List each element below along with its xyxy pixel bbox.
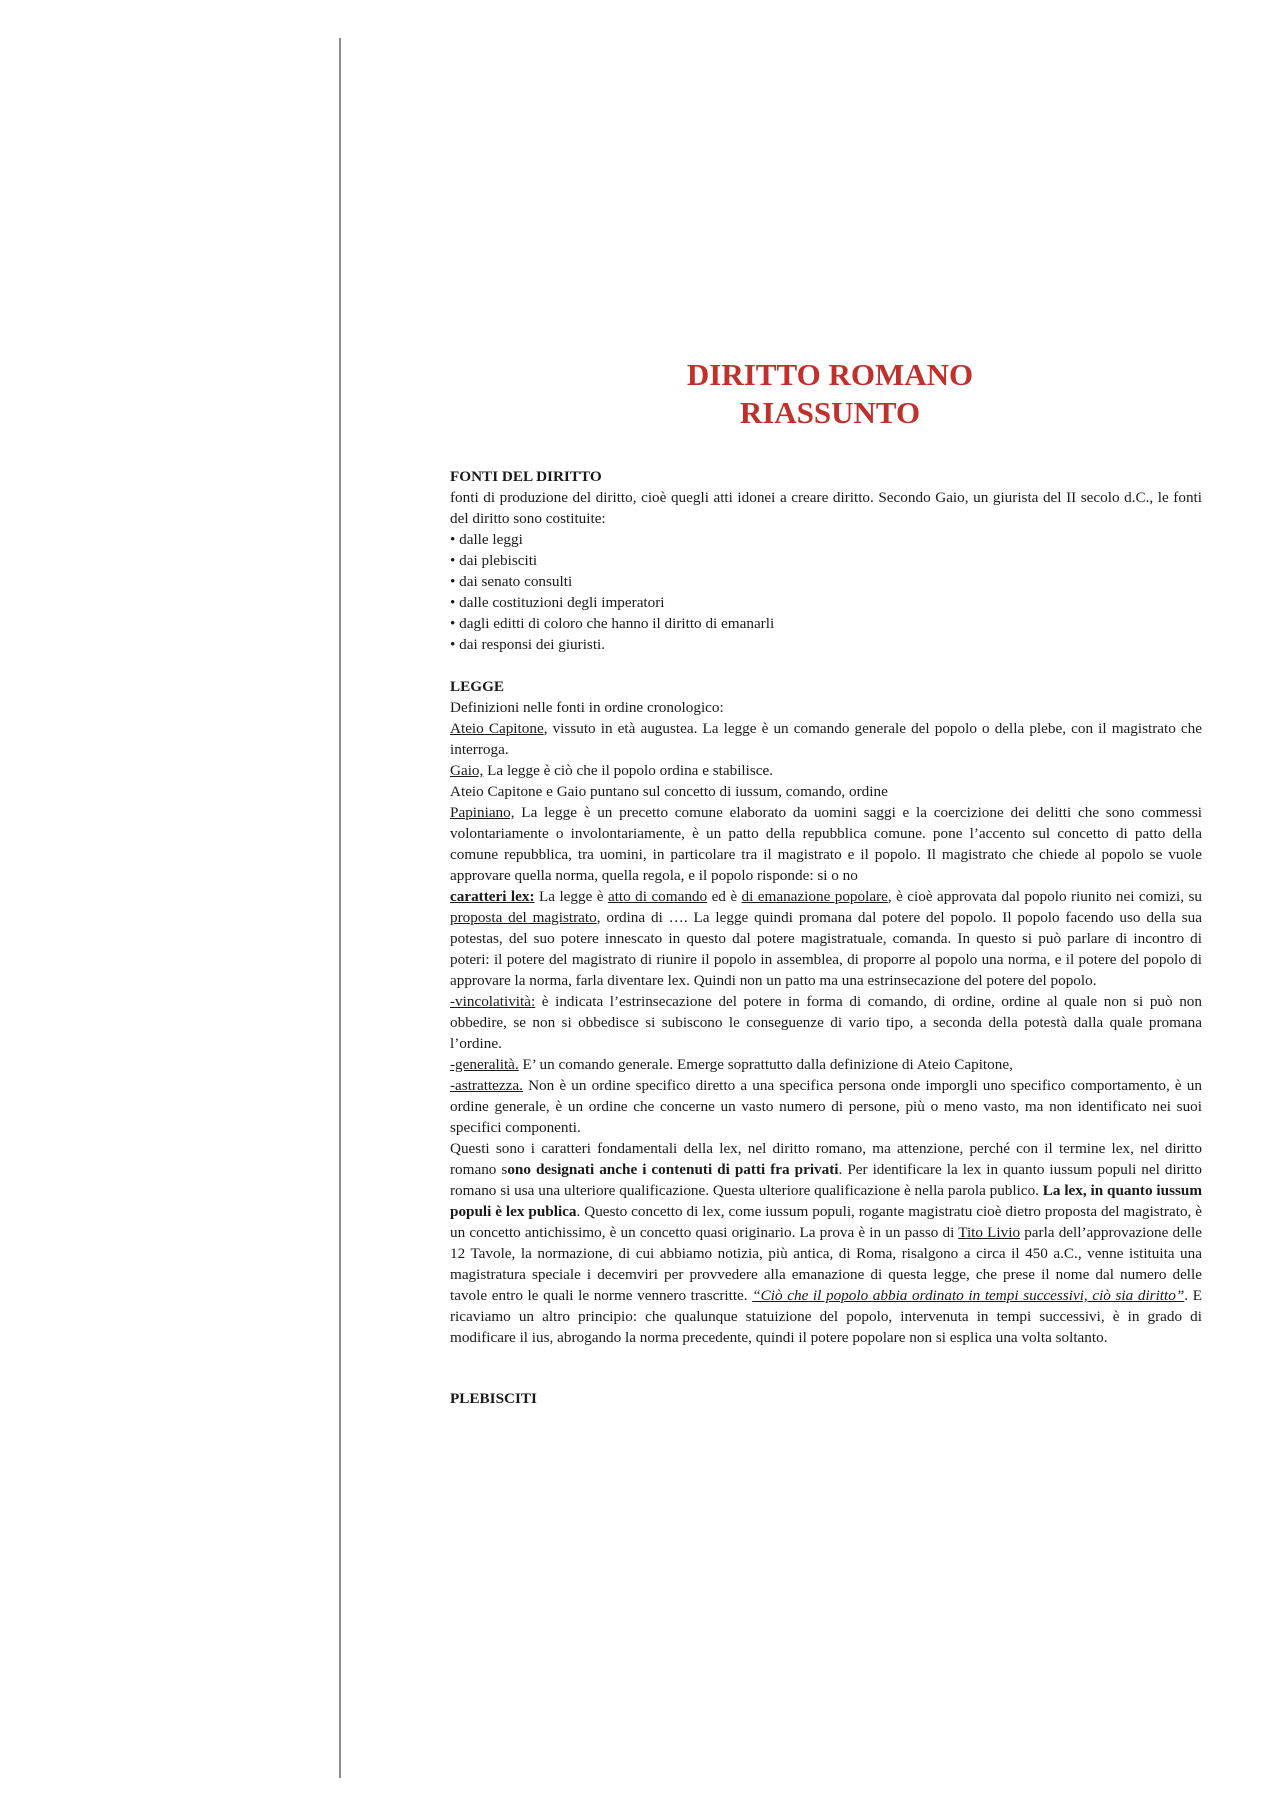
list-item: • dalle leggi [450,529,1202,550]
paragraph-astrattezza [450,1075,1202,1138]
generalita-text: E’ un comando generale. Emerge soprattutto dalla definizione di Ateio Capitone, [518,1056,1013,1073]
papiniano-text: La legge è un precetto comune elaborato da uomini saggi e la coercizione dei delitti che sono commessi volontariamente o involontariamente, è un patto della repubblica comune. pone l’accento sul concetto di patto della comune repubblica, tra uomini, in particolare tra il magistrato e il popolo. Il magistrato che chiede al popolo se vuole approvare quella norma, quella regola, e il popolo risponde: si o no [450,804,1202,884]
emanazione-popolare: di emanazione popolare [741,888,888,905]
vincolativita-text: è indicata l’estrinsecazione del potere in forma di comando, di ordine, ordine al quale non si può non obbedire, se non si obbedisce si subiscono le conseguenze di vario tipo, a seconda della potestà dalla quale promana l’ordine. [450,993,1202,1052]
heading-fonti: FONTI DEL DIRITTO [450,468,602,485]
page-title [630,356,1030,432]
author-gaio: Gaio, [450,762,484,779]
astrattezza-text: Non è un ordine specifico diretto a una specifica persona onde imporgli uno specifico comportamento, è un ordine generale, è un ordine che concerne un vasto numero di persone, più o meno vasto, ma non identificato nei suoi specifici componenti. [450,1077,1202,1136]
author-papiniano: Papiniano, [450,804,515,821]
list-item: • dalle costituzioni degli imperatori [450,592,1202,613]
gaio-text: La legge è ciò che il popolo ordina e stabilisce. [483,762,774,779]
proposta-magistrato: proposta del magistrato [450,909,597,926]
conclusione-text-3: . Questo concetto di lex, come iussum populi, rogante magistratu cioè dietro proposta del magistrato, è un concetto antichissimo, è un concetto quasi originario. La prova è in un passo di [450,1203,1202,1241]
paragraph-ateio [450,718,1202,760]
paragraph-generalita [450,1054,1202,1075]
paragraph-caratteri [450,886,1202,991]
bold-lex-publica: La lex, in quanto iussum populi è lex publica [450,1182,1202,1220]
caratteri-label: caratteri lex: [450,888,535,905]
list-item: • dai responsi dei giuristi. [450,634,1202,655]
astrattezza-label: -astrattezza. [450,1077,523,1094]
spacer [450,1348,1202,1388]
list-item: • dai senato consulti [450,571,1202,592]
paragraph-papiniano [450,802,1202,886]
fonti-list [450,529,1202,655]
caratteri-text-1: La legge è [534,888,608,905]
title-line-2: RIASSUNTO [739,395,921,430]
heading-legge: LEGGE [450,678,505,695]
conclusione-text-2: . Per identificare la lex in quanto iussum populi nel diritto romano si usa una ulteriore qualificazione. Questa ulteriore qualificazione è nella parola publico. [450,1161,1202,1199]
list-item: • dagli editti di coloro che hanno il diritto di emanarli [450,613,1202,634]
conclusione-text-1: Questi sono i caratteri fondamentali della lex, nel diritto romano, ma attenzione, perché con il termine lex, nel diritto romano s [450,1140,1202,1178]
ateio-text: , vissuto in età augustea. La legge è un comando generale del popolo o della plebe, con il magistrato che interroga. [450,720,1202,758]
paragraph-puntano: Ateio Capitone e Gaio puntano sul concetto di iussum, comando, ordine [450,783,888,800]
caratteri-text-4: , ordina di …. La legge quindi promana dal potere del popolo. Il popolo facendo uso della sua potestas, del suo potere innescato in questo dal potere magistratuale, comanda. In questo si può parlare di incontro di poteri: il potere del magistrato di riunire il popolo in assemblea, di proporre al popolo una norma, e il potere del popolo di approvare la norma, farla diventare lex. Quindi non un patto ma una estrinsecazione del potere del popolo. [450,909,1202,989]
paragraph-vincolativita [450,991,1202,1054]
caratteri-text-2: ed è [707,888,742,905]
fonti-intro: fonti di produzione del diritto, cioè quegli atti idonei a creare diritto. Secondo Gaio, un giurista del II secolo d.C., le fonti del diritto sono costituite: [450,489,1202,527]
atto-di-comando: atto di comando [607,888,708,905]
conclusione-text-4: parla dell’approvazione delle 12 Tavole, la normazione, di cui abbiamo notizia, più antica, di Roma, risalgono a circa il 450 a.C., venne istituita una magistratura speciale i decemviri per provvedere alla emanazione di questa legge, che prese il nome dal numero delle tavole entro le quali le norme vennero trascritte. [450,1224,1202,1304]
paragraph-gaio [450,760,1202,781]
vincolativita-label: -vincolatività: [450,993,536,1010]
bold-patti-privati: ono designati anche i contenuti di patti fra privati [507,1161,839,1178]
generalita-label: -generalità. [450,1056,519,1073]
conclusione-text-5: . E ricaviamo un altro principio: che qualunque statuizione del popolo, intervenuta in tempi successivi, è in grado di modificare il ius, abrogando la norma precedente, quindi il potere popolare non si esplica una volta soltanto. [450,1287,1202,1346]
author-ateio: Ateio Capitone [450,720,544,737]
list-item: • dai plebisciti [450,550,1202,571]
document-body [450,466,1202,1409]
caratteri-text-3: , è cioè approvata dal popolo riunito nei comizi, su [887,888,1202,905]
spacer [450,655,1202,676]
margin-rule [339,38,341,1778]
tito-livio: Tito Livio [958,1224,1021,1241]
heading-plebisciti: PLEBISCITI [450,1390,537,1407]
paragraph-conclusione [450,1138,1202,1348]
title-line-1: DIRITTO ROMANO [686,357,974,392]
definizioni-line: Definizioni nelle fonti in ordine cronologico: [450,699,724,716]
quote-livio: “Ciò che il popolo abbia ordinato in tempi successivi, ciò sia diritto” [752,1287,1185,1304]
